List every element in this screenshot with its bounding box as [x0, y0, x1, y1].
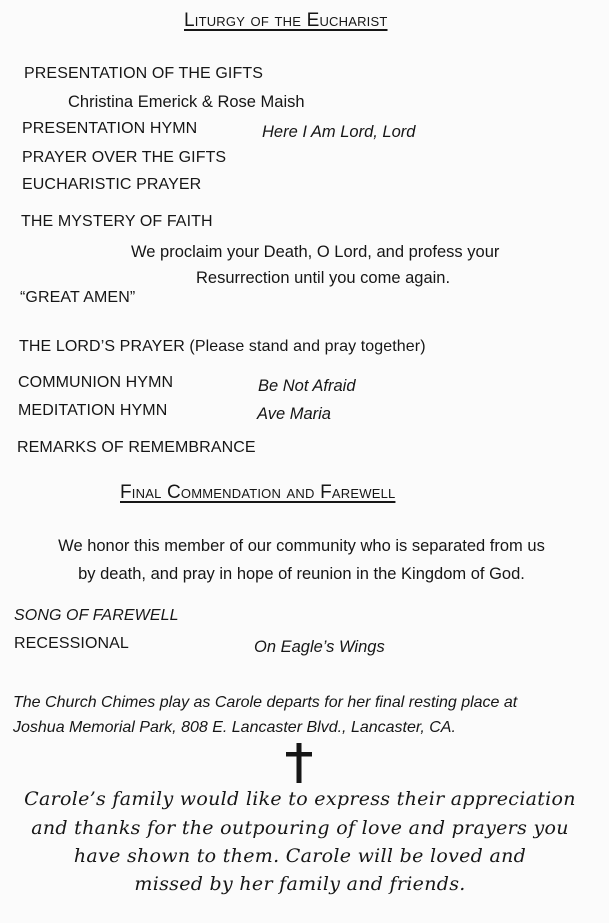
closing-line1: Carole’s family would like to express their appreciation: [24, 788, 576, 810]
commendation-heading: Final Commendation and Farewell: [120, 482, 396, 503]
honor-text-line1: We honor this member of our community who is separated from us: [58, 537, 545, 555]
great-amen-label: “GREAT AMEN”: [20, 289, 136, 306]
chimes-text-line2: Joshua Memorial Park, 808 E. Lancaster Blvd., Lancaster, CA.: [13, 719, 456, 736]
remarks-label: REMARKS OF REMEMBRANCE: [17, 439, 256, 456]
mystery-text-line1: We proclaim your Death, O Lord, and profess your: [131, 243, 500, 261]
lords-prayer-label: THE LORD’S PRAYER (Please stand and pray together): [19, 338, 426, 355]
communion-hymn-title: Be Not Afraid: [258, 377, 356, 395]
closing-line3: have shown to them. Carole will be loved and: [73, 845, 527, 867]
presenters-names: Christina Emerick & Rose Maish: [68, 93, 305, 111]
meditation-hymn-label: MEDITATION HYMN: [18, 402, 168, 419]
recessional-title: On Eagle’s Wings: [254, 638, 385, 656]
meditation-hymn-title: Ave Maria: [257, 405, 331, 423]
latin-cross-icon: [286, 743, 312, 783]
presentation-hymn-label: PRESENTATION HYMN: [22, 120, 198, 137]
communion-hymn-label: COMMUNION HYMN: [18, 374, 174, 391]
presentation-gifts-label: PRESENTATION OF THE GIFTS: [24, 65, 263, 82]
closing-line2: and thanks for the outpouring of love and prayers you: [31, 817, 569, 839]
mystery-text-line2: Resurrection until you come again.: [196, 269, 451, 287]
prayer-gifts-label: PRAYER OVER THE GIFTS: [22, 149, 227, 166]
closing-line4: missed by her family and friends.: [134, 873, 466, 895]
eucharistic-prayer-label: EUCHARISTIC PRAYER: [22, 176, 202, 193]
song-farewell-label: SONG OF FAREWELL: [14, 607, 179, 624]
honor-text-line2: by death, and pray in hope of reunion in the Kingdom of God.: [78, 565, 525, 583]
liturgy-heading: Liturgy of the Eucharist: [184, 10, 388, 31]
chimes-text-line1: The Church Chimes play as Carole departs for her final resting place at: [13, 694, 518, 711]
mystery-of-faith-label: THE MYSTERY OF FAITH: [21, 213, 213, 230]
recessional-label: RECESSIONAL: [14, 635, 129, 652]
presentation-hymn-title: Here I Am Lord, Lord: [262, 123, 416, 141]
